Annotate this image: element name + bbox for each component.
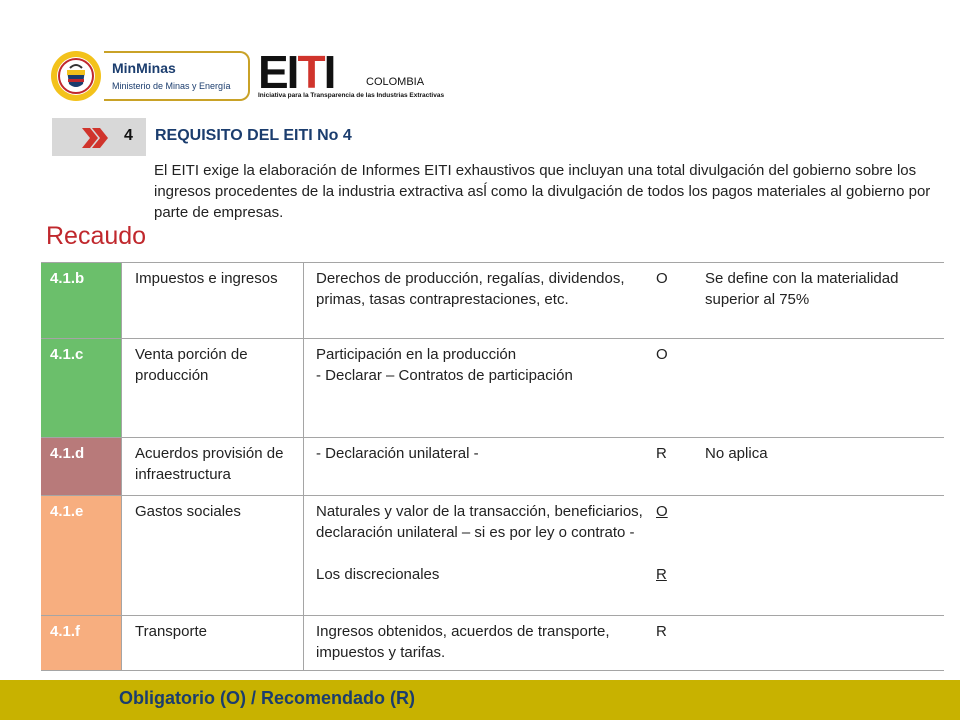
eiti-logo (258, 46, 445, 102)
table-row (41, 437, 944, 495)
row-name: Acuerdos provisión de infraestructura (121, 438, 303, 495)
row-code: 4.1.c (41, 339, 121, 437)
row-description-line: Participación en la producción (316, 346, 517, 363)
colombia-seal-logo (50, 50, 102, 102)
minminas-logo (104, 51, 250, 101)
row-note (693, 496, 944, 615)
row-type: O (656, 346, 668, 363)
row-type (645, 496, 693, 615)
row-description (303, 616, 645, 670)
eiti-tagline: Iniciativa para la Transparencia de las Industrias Extractivas (258, 92, 445, 99)
eiti-word: EITI (258, 46, 335, 98)
requirement-badge (52, 118, 146, 156)
row-note (693, 616, 944, 670)
footer-legend: Obligatorio (O) / Recomendado (R) (119, 688, 415, 708)
row-description-line: Naturales y valor de la transacción, beneficiarios, declaración unilateral – si es por ley o contrato - (316, 503, 643, 541)
requirement-description: El EITI exige la elaboración de Informes EITI exhaustivos que incluyan una total divulgación del gobierno sobre los ingresos procedentes de la industria extractiva asĺ como la divulgación de todos los pagos materiales al gobierno por parte de empresas. (154, 162, 931, 221)
row-description-line: - Declaración unilateral - (316, 445, 479, 462)
row-type-secondary: R (656, 566, 667, 583)
section-title: Recaudo (46, 222, 147, 250)
row-code: 4.1.f (41, 616, 121, 670)
row-name: Impuestos e ingresos (121, 263, 303, 338)
requirements-table (41, 262, 944, 671)
row-code: 4.1.b (41, 263, 121, 338)
row-description (303, 339, 645, 437)
row-name: Transporte (121, 616, 303, 670)
row-description (303, 438, 645, 495)
row-type: O (656, 270, 668, 287)
row-type: R (656, 623, 667, 640)
row-description-line: Los discrecionales (316, 566, 440, 583)
row-note: No aplica (705, 445, 768, 462)
footer-bar (0, 680, 960, 720)
row-code: 4.1.d (41, 438, 121, 495)
row-name: Venta porción de producción (121, 339, 303, 437)
row-description (303, 496, 645, 615)
table-row (41, 615, 944, 671)
row-type-primary: O (656, 503, 668, 520)
minminas-subtitle: Ministerio de Minas y Energía (112, 81, 231, 91)
row-type: R (656, 445, 667, 462)
table-row (41, 495, 944, 615)
row-description-line: - Declarar – Contratos de participación (316, 367, 573, 384)
row-note: Se define con la materialidad superior al 75% (705, 270, 899, 308)
requirement-title: REQUISITO DEL EITI No 4 (155, 127, 352, 144)
row-name: Gastos sociales (121, 496, 303, 615)
row-description-line: Derechos de producción, regalías, dividendos, primas, tasas contraprestaciones, etc. (316, 270, 625, 308)
minminas-title: MinMinas (112, 60, 176, 76)
row-description (303, 263, 645, 338)
requirement-number: 4 (124, 127, 133, 144)
row-code: 4.1.e (41, 496, 121, 615)
row-note (693, 339, 944, 437)
table-row (41, 262, 944, 338)
row-description-line: Ingresos obtenidos, acuerdos de transporte, impuestos y tarifas. (316, 623, 610, 661)
table-row (41, 338, 944, 437)
eiti-country: COLOMBIA (366, 76, 425, 88)
double-chevron-icon (80, 126, 108, 150)
